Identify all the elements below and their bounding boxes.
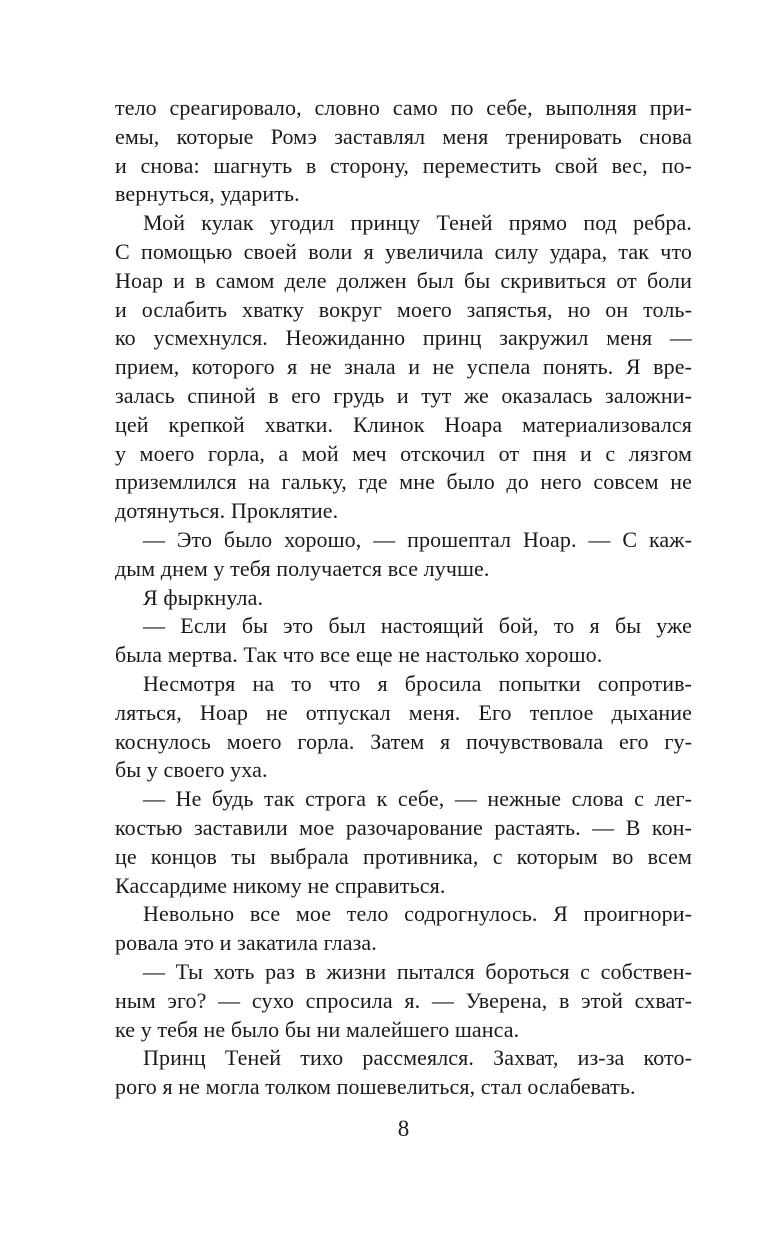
text-line: ным эго? — сухо спросила я. — Уверена, в этой схват- bbox=[115, 987, 692, 1013]
text-line: была мертва. Так что все еще не настолько хорошо. bbox=[115, 642, 603, 668]
paragraph bbox=[115, 670, 692, 785]
text-line: коснулось моего горла. Затем я почувствовала его гу- bbox=[115, 728, 692, 754]
text-line: це концов ты выбрала противника, с которым во всем bbox=[115, 843, 692, 869]
text-line: у моего горла, а мой меч отскочил от пня и с лязгом bbox=[115, 440, 692, 466]
text-line: Несмотря на то что я бросила попытки сопротив- bbox=[143, 670, 692, 696]
text-line: — Если бы это был настоящий бой, то я бы уже bbox=[143, 613, 692, 639]
paragraph bbox=[115, 958, 692, 1044]
text-line: Принц Теней тихо рассмеялся. Захват, из-за кото- bbox=[143, 1045, 692, 1071]
text-line: Кассардиме никому не справиться. bbox=[115, 872, 446, 898]
text-line: дотянуться. Проклятие. bbox=[115, 498, 339, 524]
text-line: емы, которые Ромэ заставлял меня тренировать снова bbox=[115, 123, 692, 149]
text-line: — Ты хоть раз в жизни пытался бороться с собствен- bbox=[143, 958, 692, 984]
text-line: тело среагировало, словно само по себе, выполняя при- bbox=[115, 95, 692, 120]
text-line: ко усмехнулся. Неожиданно принц закружил меня — bbox=[115, 325, 692, 351]
text-line: ке у тебя не было бы ни малейшего шанса. bbox=[115, 1016, 520, 1042]
paragraph bbox=[115, 584, 692, 613]
text-line: дым днем у тебя получается все лучше. bbox=[115, 555, 490, 581]
paragraph bbox=[115, 1044, 692, 1102]
page-number: 8 bbox=[397, 1116, 410, 1141]
text-line: залась спиной в его грудь и тут же оказалась заложни- bbox=[115, 382, 692, 408]
text-line: приземлился на гальку, где мне было до него совсем не bbox=[115, 469, 692, 495]
text-line: Ноар и в самом деле должен был бы скривиться от боли bbox=[115, 267, 692, 293]
text-line: Я фыркнула. bbox=[143, 584, 264, 610]
paragraph bbox=[115, 612, 692, 670]
paragraph bbox=[115, 526, 692, 584]
paragraph bbox=[115, 900, 692, 958]
text-line: костью заставили мое разочарование растаять. — В кон- bbox=[115, 814, 692, 840]
text-line: ровала это и закатила глаза. bbox=[115, 930, 377, 956]
text-line: — Это было хорошо, — прошептал Ноар. — С каж- bbox=[143, 526, 692, 552]
text-line: бы у своего уха. bbox=[115, 757, 268, 783]
text-line: Невольно все мое тело содрогнулось. Я проигнори- bbox=[143, 901, 692, 927]
paragraph bbox=[115, 209, 692, 526]
text-line: вернуться, ударить. bbox=[115, 181, 300, 207]
text-line: цей крепкой хватки. Клинок Ноара материализовался bbox=[115, 411, 692, 437]
page-text bbox=[115, 94, 692, 1102]
text-line: Мой кулак угодил принцу Теней прямо под ребра. bbox=[143, 210, 692, 236]
text-line: рого я не могла толком пошевелиться, стал ослабевать. bbox=[115, 1074, 636, 1100]
text-line: ляться, Ноар не отпускал меня. Его теплое дыхание bbox=[115, 699, 692, 725]
text-line: прием, которого я не знала и не успела понять. Я вре- bbox=[115, 354, 692, 380]
text-line: и ослабить хватку вокруг моего запястья, но он толь- bbox=[115, 296, 692, 322]
text-line: и снова: шагнуть в сторону, переместить свой вес, по- bbox=[115, 152, 692, 178]
paragraph bbox=[115, 94, 692, 209]
paragraph bbox=[115, 785, 692, 900]
text-line: — Не будь так строга к себе, — нежные слова с лег- bbox=[143, 786, 692, 812]
text-line: С помощью своей воли я увеличила силу удара, так что bbox=[115, 238, 692, 264]
